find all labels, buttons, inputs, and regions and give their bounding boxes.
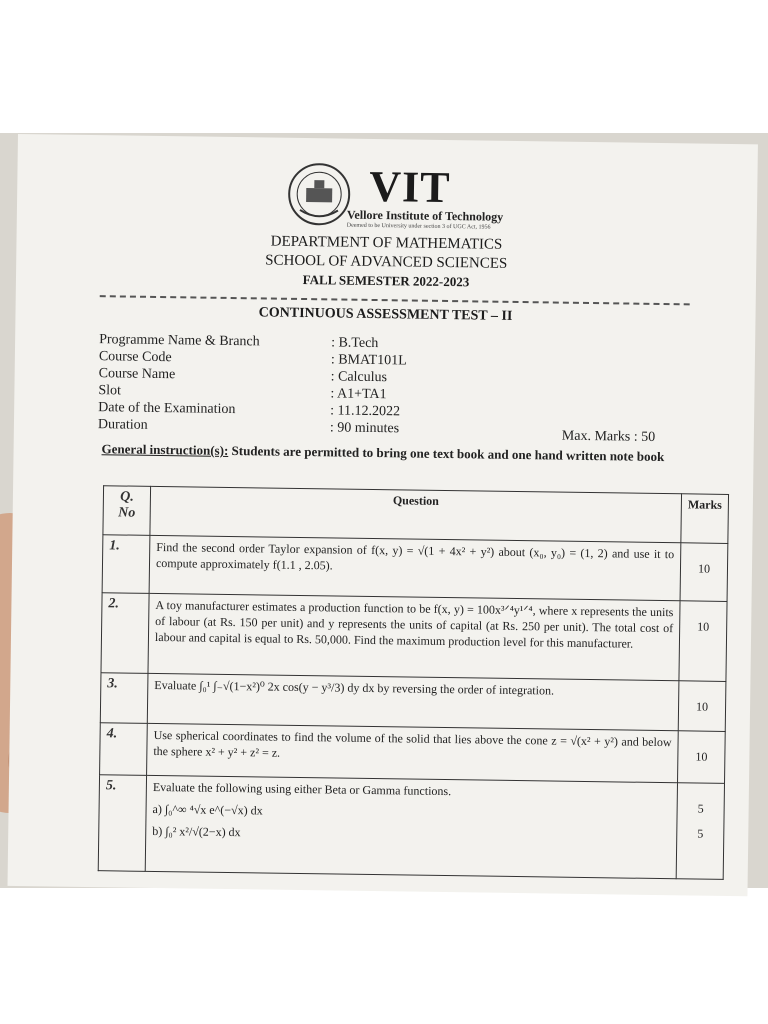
question-number: 5.: [98, 775, 146, 872]
detail-row: Course Name : Calculus: [98, 366, 388, 386]
question-marks: 10: [680, 543, 728, 602]
col-question: Question: [150, 486, 682, 542]
semester: FALL SEMESTER 2022-2023: [302, 271, 470, 290]
vit-logo-text: VIT: [368, 161, 451, 213]
question-marks: 10: [678, 681, 726, 732]
question-5-intro: Evaluate the following using either Beta or Gamma functions.: [152, 779, 452, 799]
question-number: 4.: [100, 723, 148, 776]
test-title: CONTINUOUS ASSESSMENT TEST – II: [258, 305, 513, 324]
question-text: Evaluate ∫₀¹ ∫₋√(1−x²)⁰ 2x cos(y − y³/3) dy dx by reversing the order of integration.: [147, 673, 679, 730]
detail-row: Course Code : BMAT101L: [98, 349, 407, 369]
exam-paper: [8, 134, 758, 896]
department: DEPARTMENT OF MATHEMATICS: [270, 233, 503, 253]
question-table: [98, 485, 729, 880]
question-text: Find the second order Taylor expansion of f(x, y) = √(1 + 4x² + y²) about (x₀, y₀) = (1, 2) and use it to compute approximately f(1.1 , 2.05).: [149, 535, 681, 600]
max-marks: Max. Marks : 50: [561, 428, 656, 445]
table-row: [100, 673, 726, 732]
question-number: 3.: [100, 673, 148, 724]
question-marks: 10: [679, 601, 727, 682]
table-header-row: [103, 486, 729, 544]
deemed-text: Deemed to be University under section 3 of UGC Act, 1956: [346, 222, 491, 231]
table-row: [102, 535, 728, 602]
table-row: [98, 775, 724, 880]
question-5a: a) ∫₀^∞ ⁴√x e^(−√x) dx: [152, 801, 263, 818]
question-5b: b) ∫₀² x²/√(2−x) dx: [152, 823, 241, 840]
question-number: 2.: [101, 593, 149, 674]
marks-5b: 5: [697, 826, 704, 841]
marks-5a: 5: [697, 801, 704, 816]
detail-row: Slot : A1+TA1: [98, 383, 387, 403]
col-marks: Marks: [681, 494, 729, 544]
table-row: [100, 723, 726, 784]
col-qno: Q. No: [103, 486, 151, 536]
table-row: [101, 593, 727, 682]
question-number: 1.: [102, 535, 150, 594]
question-marks: [676, 783, 724, 880]
school: SCHOOL OF ADVANCED SCIENCES: [265, 252, 508, 272]
question-text: A toy manufacturer estimates a production function to be f(x, y) = 100x³ᐟ⁴y¹ᐟ⁴, where x represents the units of labour (at Rs. 150 per unit) and y represents the units of capital (at Rs. 250 per unit). The total cost of labour and capital is equal to Rs. 50,000. Find the maximum production level for this manufacturer.: [148, 593, 680, 680]
question-text: Use spherical coordinates to find the volume of the solid that lies above the cone z = √(x² + y²) and below the sphere x² + y² + z² = z.: [147, 723, 679, 782]
detail-row: Programme Name & Branch : B.Tech: [99, 332, 379, 352]
detail-row: Date of the Examination : 11.12.2022: [98, 400, 401, 420]
question-marks: 10: [678, 731, 726, 784]
detail-row: Duration : 90 minutes: [97, 417, 400, 437]
general-instructions: General instruction(s): Students are permitted to bring one text book and one hand written note book: [101, 441, 665, 465]
question-text: [145, 775, 677, 878]
institute-name: Vellore Institute of Technology: [346, 207, 504, 224]
vit-seal-icon: [286, 162, 353, 227]
course-details: [98, 331, 407, 437]
